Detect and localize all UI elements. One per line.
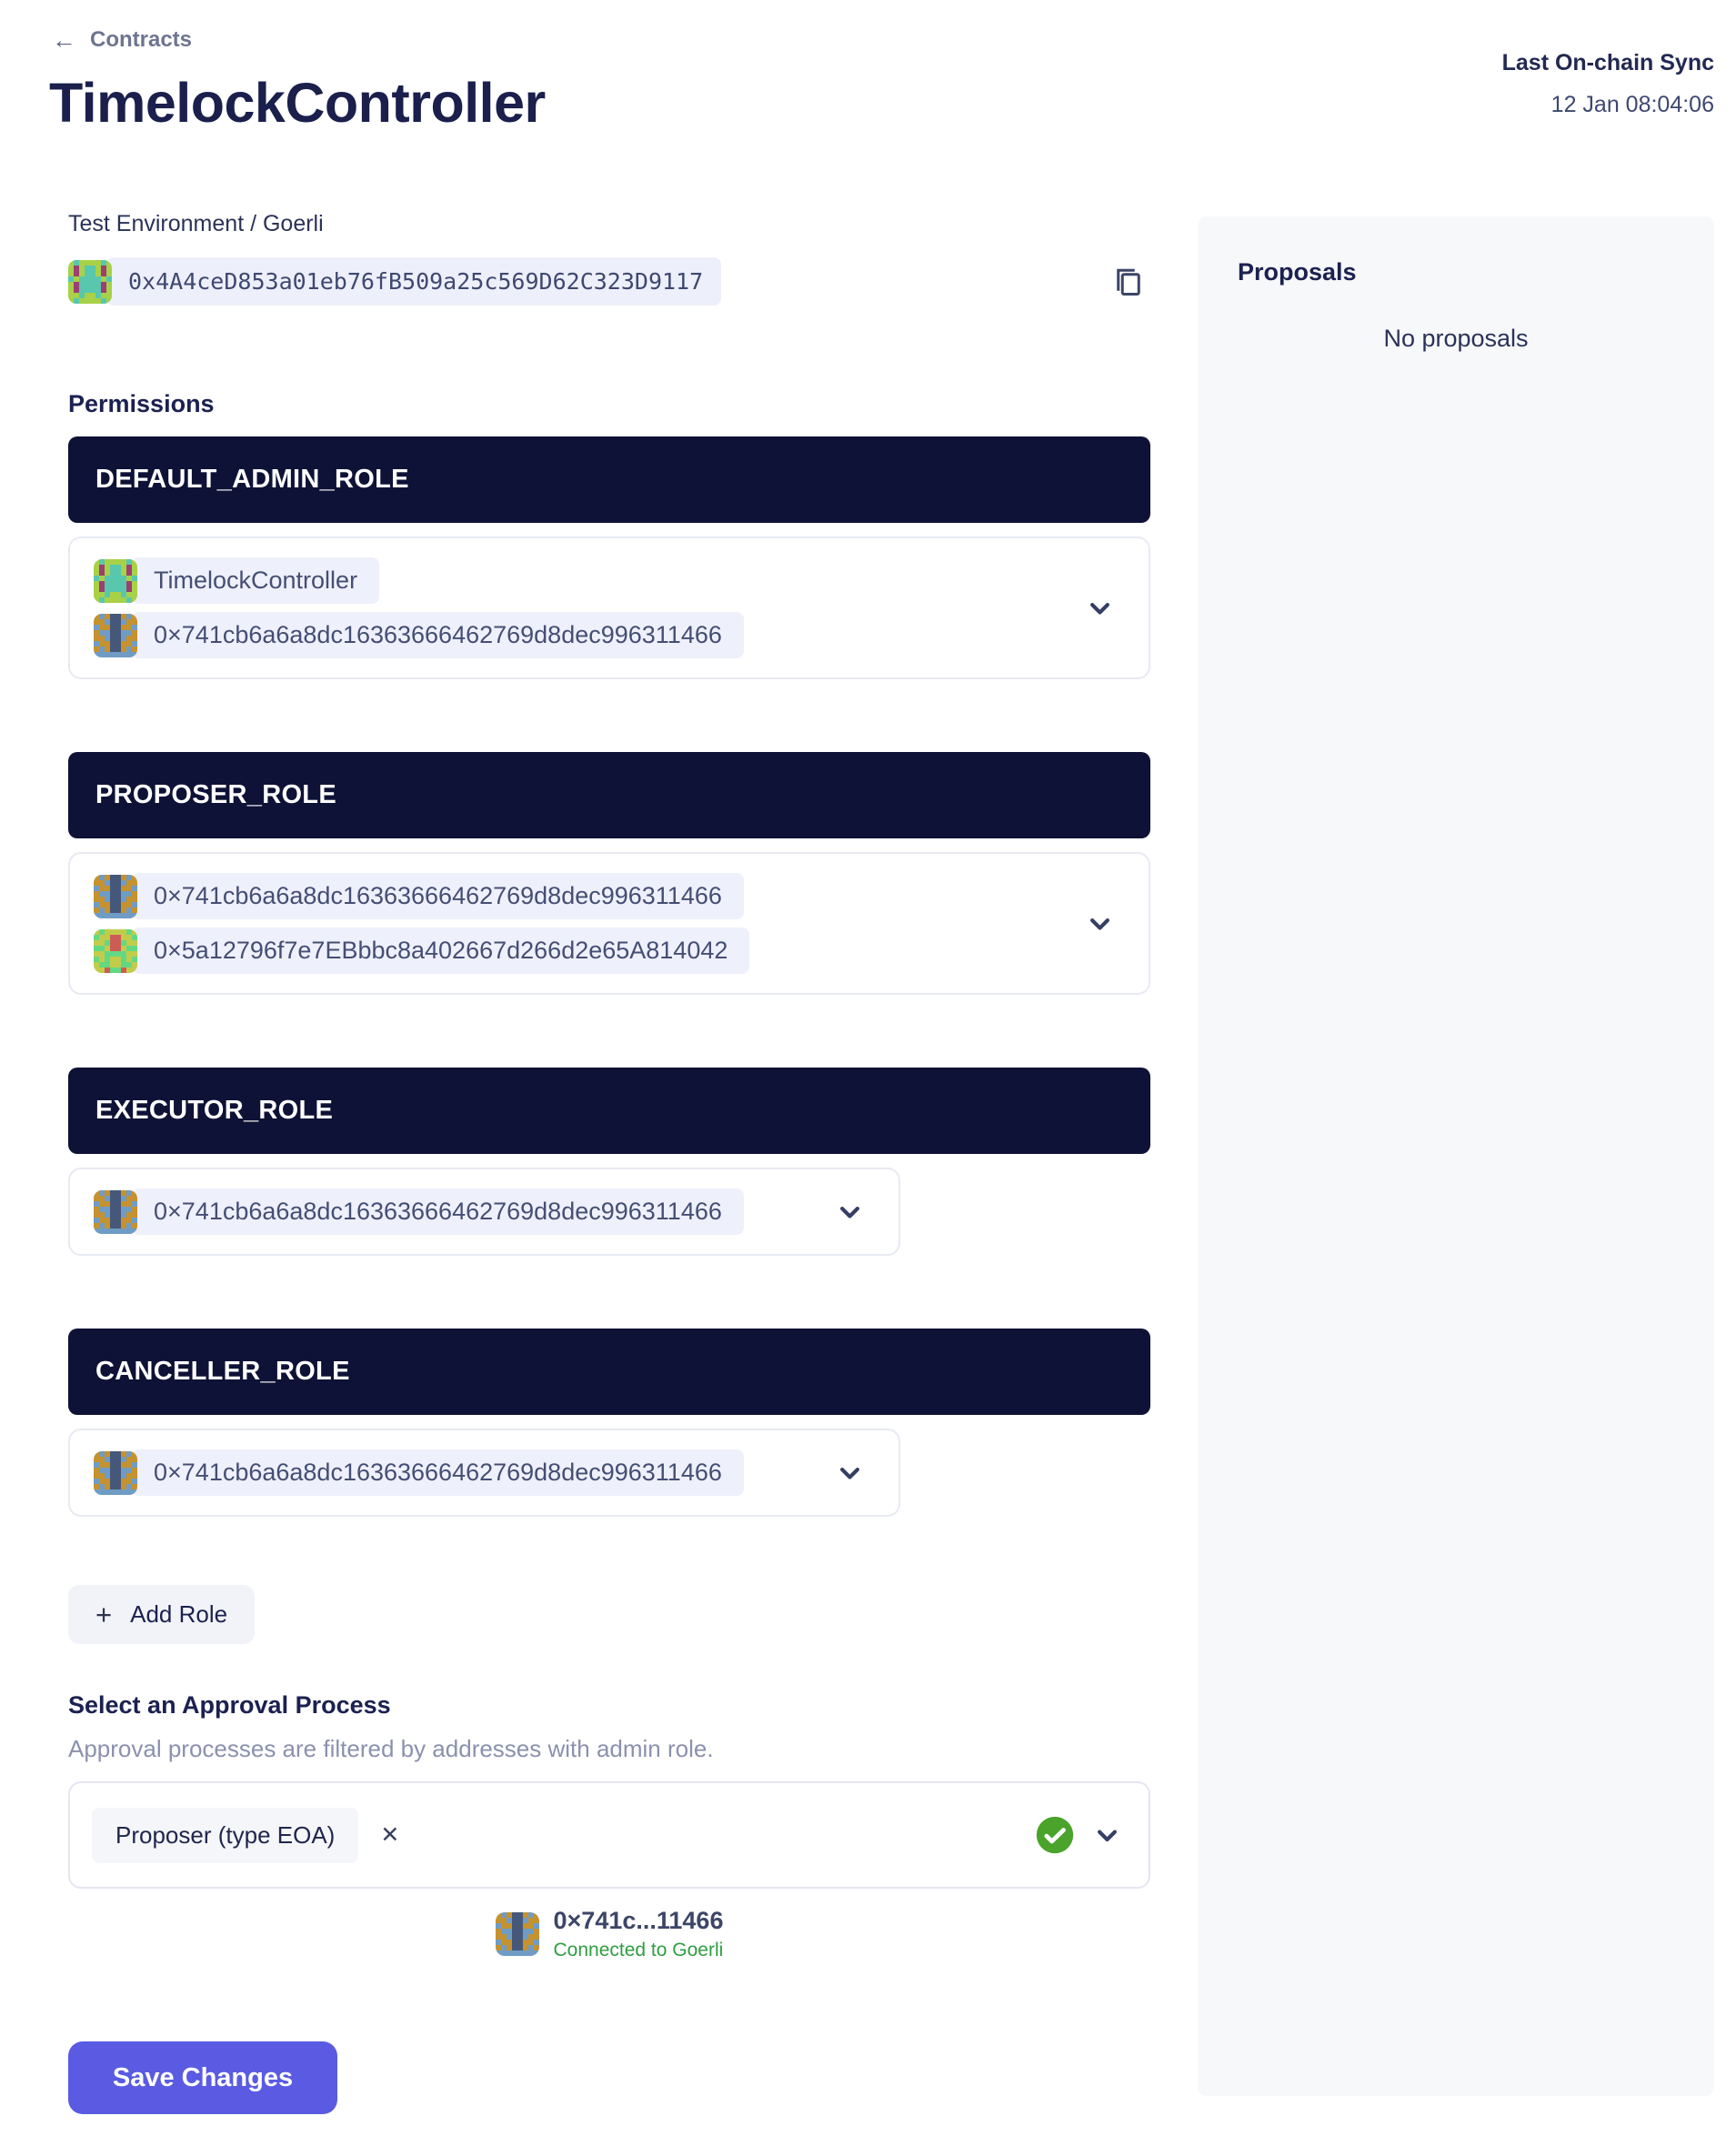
role-members-card (68, 536, 1150, 679)
role-member-row (94, 612, 1125, 658)
member-address-chip: 0×741cb6a6a8dc16363666462769d8dec996311466 (132, 1188, 744, 1235)
chevron-down-icon[interactable] (1093, 1821, 1121, 1850)
proposals-heading: Proposals (1238, 258, 1357, 286)
last-sync-info (1502, 50, 1714, 118)
remove-selection-icon[interactable]: ✕ (380, 1822, 400, 1848)
role-header (68, 1329, 1150, 1415)
member-address-chip: 0×5a12796f7e7EBbbc8a402667d266d2e65A814042 (132, 928, 749, 974)
add-role-button[interactable] (68, 1585, 255, 1644)
role-header (68, 436, 1150, 523)
role-name: EXECUTOR_ROLE (95, 1096, 334, 1125)
last-sync-label: Last On-chain Sync (1501, 50, 1714, 75)
member-identicon (94, 1190, 137, 1234)
connected-wallet (68, 1907, 1150, 1961)
role-member-row (94, 928, 1125, 974)
add-role-label: Add Role (130, 1600, 228, 1628)
member-address-chip: TimelockController (132, 557, 379, 604)
save-changes-button[interactable]: Save Changes (68, 2041, 337, 2114)
chevron-down-icon[interactable] (836, 1459, 864, 1487)
approval-process-select[interactable] (68, 1781, 1150, 1889)
member-address-chip: 0×741cb6a6a8dc16363666462769d8dec996311466 (132, 1449, 744, 1496)
chevron-down-icon[interactable] (1086, 909, 1114, 938)
valid-check-icon (1035, 1815, 1075, 1855)
copy-icon (1112, 289, 1145, 303)
contract-address-row (68, 257, 1150, 306)
proposals-empty-state: No proposals (1383, 325, 1529, 352)
role-member-row (94, 1188, 875, 1235)
proposals-panel (1198, 216, 1714, 2096)
wallet-connection-status: Connected to Goerli (553, 1940, 724, 1960)
copy-address-button[interactable] (1112, 264, 1145, 300)
role-name: PROPOSER_ROLE (95, 780, 336, 809)
member-address-chip: 0×741cb6a6a8dc16363666462769d8dec996311466 (132, 612, 744, 658)
member-identicon (94, 875, 137, 918)
role-header (68, 1068, 1150, 1154)
contract-identicon (68, 260, 112, 304)
contract-address: 0x4A4ceD853a01eb76fB509a25c569D62C323D9117 (106, 257, 721, 306)
role-section-canceller_role (68, 1329, 1150, 1517)
page-title: TimelockController (49, 72, 546, 134)
member-identicon (94, 614, 137, 657)
select-right-icons (1035, 1815, 1121, 1855)
roles-list (68, 436, 1150, 1517)
breadcrumb-label: Contracts (90, 27, 193, 52)
wallet-identicon (496, 1912, 539, 1956)
plus-icon: + (95, 1598, 113, 1630)
member-identicon (94, 1451, 137, 1495)
approval-process-description: Approval processes are filtered by addresses with admin role. (68, 1735, 714, 1762)
role-name: DEFAULT_ADMIN_ROLE (95, 465, 409, 494)
role-member-row (94, 873, 1125, 919)
permissions-heading: Permissions (68, 390, 215, 417)
selected-approval-chip: Proposer (type EOA) (92, 1808, 358, 1863)
role-members-card (68, 852, 1150, 995)
chevron-down-icon[interactable] (836, 1198, 864, 1226)
role-members-card (68, 1168, 900, 1256)
role-section-default_admin_role (68, 436, 1150, 679)
role-header (68, 752, 1150, 838)
role-member-row (94, 557, 1125, 604)
chevron-down-icon[interactable] (1086, 594, 1114, 622)
approval-process-heading: Select an Approval Process (68, 1691, 391, 1719)
role-section-proposer_role (68, 752, 1150, 995)
role-section-executor_role (68, 1068, 1150, 1256)
main-column (68, 211, 1150, 2114)
role-name: CANCELLER_ROLE (95, 1357, 350, 1386)
wallet-short-address: 0×741c...11466 (553, 1907, 724, 1934)
member-identicon (94, 929, 137, 973)
last-sync-value: 12 Jan 08:04:06 (1550, 92, 1714, 117)
back-arrow-icon: ← (52, 25, 76, 54)
role-member-row (94, 1449, 875, 1496)
wallet-text (554, 1907, 724, 1961)
member-identicon (94, 559, 137, 603)
breadcrumb-contracts[interactable] (52, 27, 192, 53)
environment-breadcrumb: Test Environment / Goerli (68, 211, 324, 236)
member-address-chip: 0×741cb6a6a8dc16363666462769d8dec996311466 (132, 873, 744, 919)
role-members-card (68, 1429, 900, 1517)
